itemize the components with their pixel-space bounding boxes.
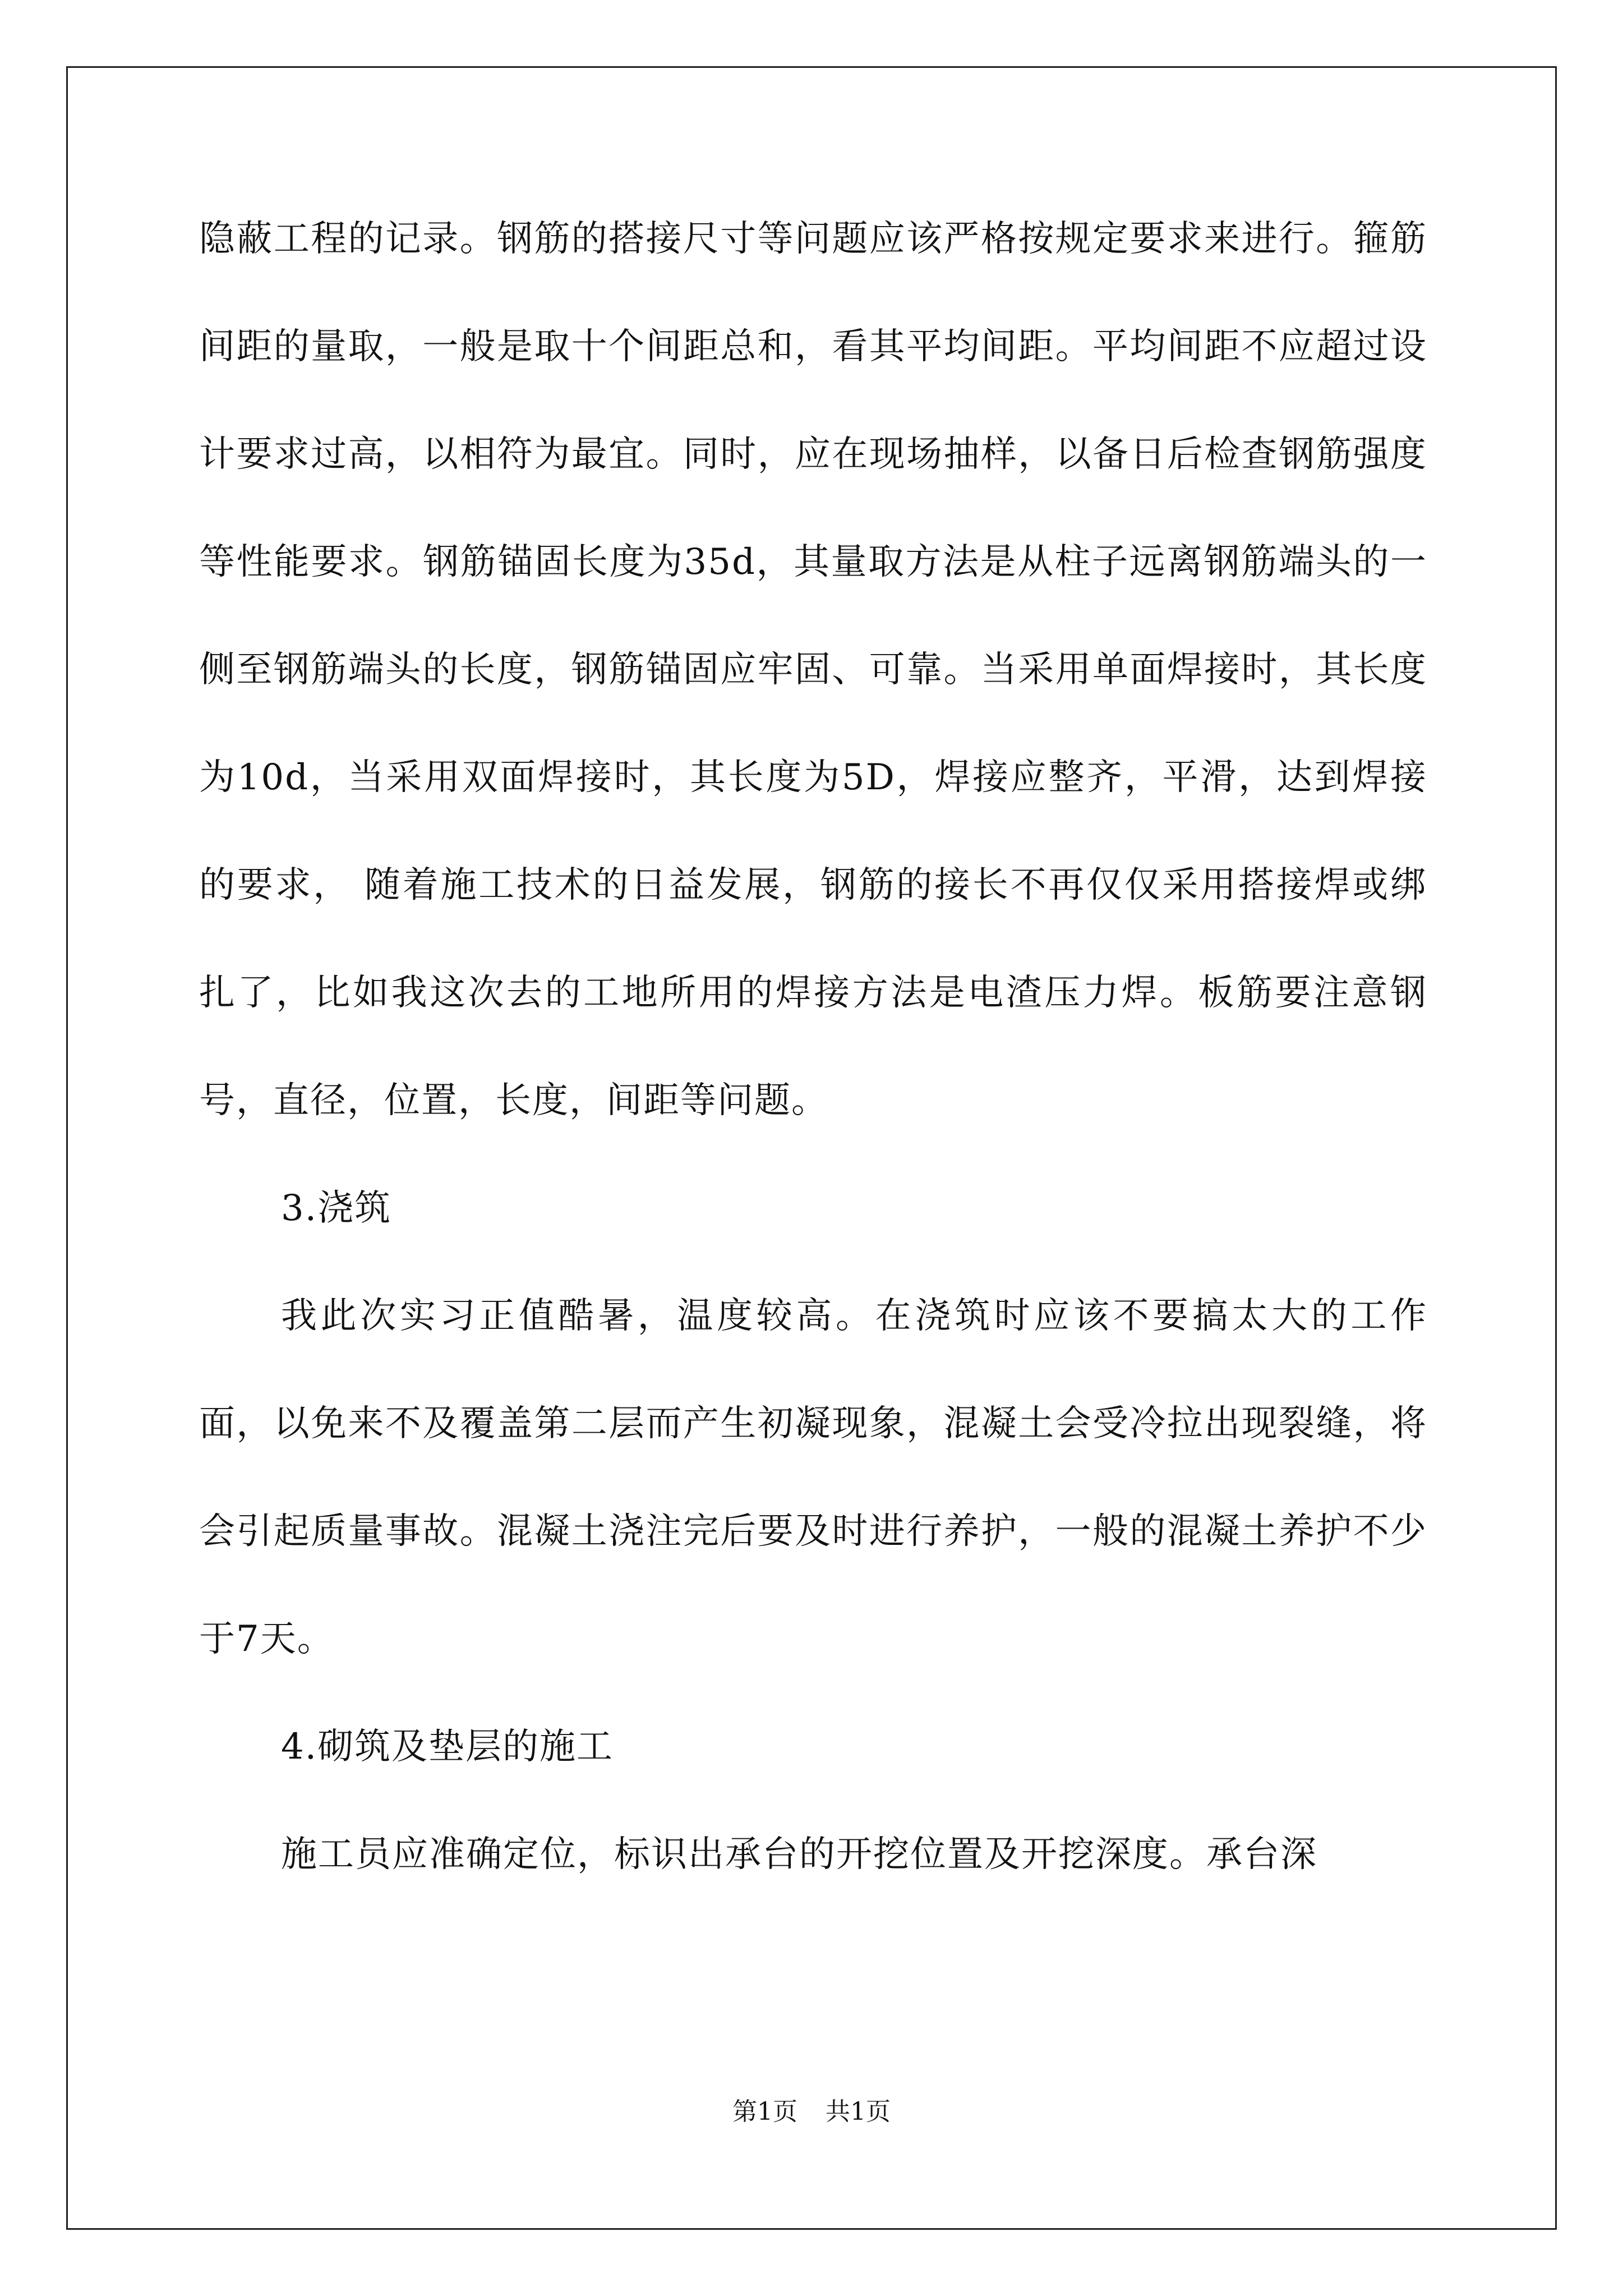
heading-pouring: 3.浇筑 (281, 1188, 392, 1229)
heading-masonry: 4.砌筑及垫层的施工 (281, 1726, 614, 1768)
paragraph-masonry: 施工员应准确定位，标识出承台的开挖位置及开挖深度。承台深 (281, 1834, 1317, 1875)
paragraph-pouring: 我此次实习正值酷暑，温度较高。在浇筑时应该不要搞太大的工作面，以免来不及覆盖第二层而产生初凝现象，混凝土会受冷拉出现裂缝，将会引起质量事故。混凝土浇注完后要及时进行养护，一般的混凝土养护不少于7天。 (199, 1295, 1427, 1660)
page-footer (0, 2095, 1623, 2129)
document-body (199, 185, 1427, 1908)
paragraph-rebar: 隐蔽工程的记录。钢筋的搭接尺寸等问题应该严格按规定要求来进行。箍筋间距的量取，一般是取十个间距总和，看其平均间距。平均间距不应超过设计要求过高，以相符为最宜。同时，应在现场抽样，以备日后检查钢筋强度等性能要求。钢筋锚固长度为35d，其量取方法是从柱子远离钢筋端头的一侧至钢筋端头的长度，钢筋锚固应牢固、可靠。当采用单面焊接时，其长度为10d，当采用双面焊接时，其长度为5D，焊接应整齐，平滑，达到焊接的要求， 随着施工技术的日益发展，钢筋的接长不再仅仅采用搭接焊或绑扎了，比如我这次去的工地所用的焊接方法是电渣压力焊。板筋要注意钢号，直径，位置，长度，间距等问题。 (199, 218, 1427, 1121)
page-number-total: 共1页 (826, 2097, 891, 2126)
page-number-current: 第1页 (732, 2097, 797, 2126)
